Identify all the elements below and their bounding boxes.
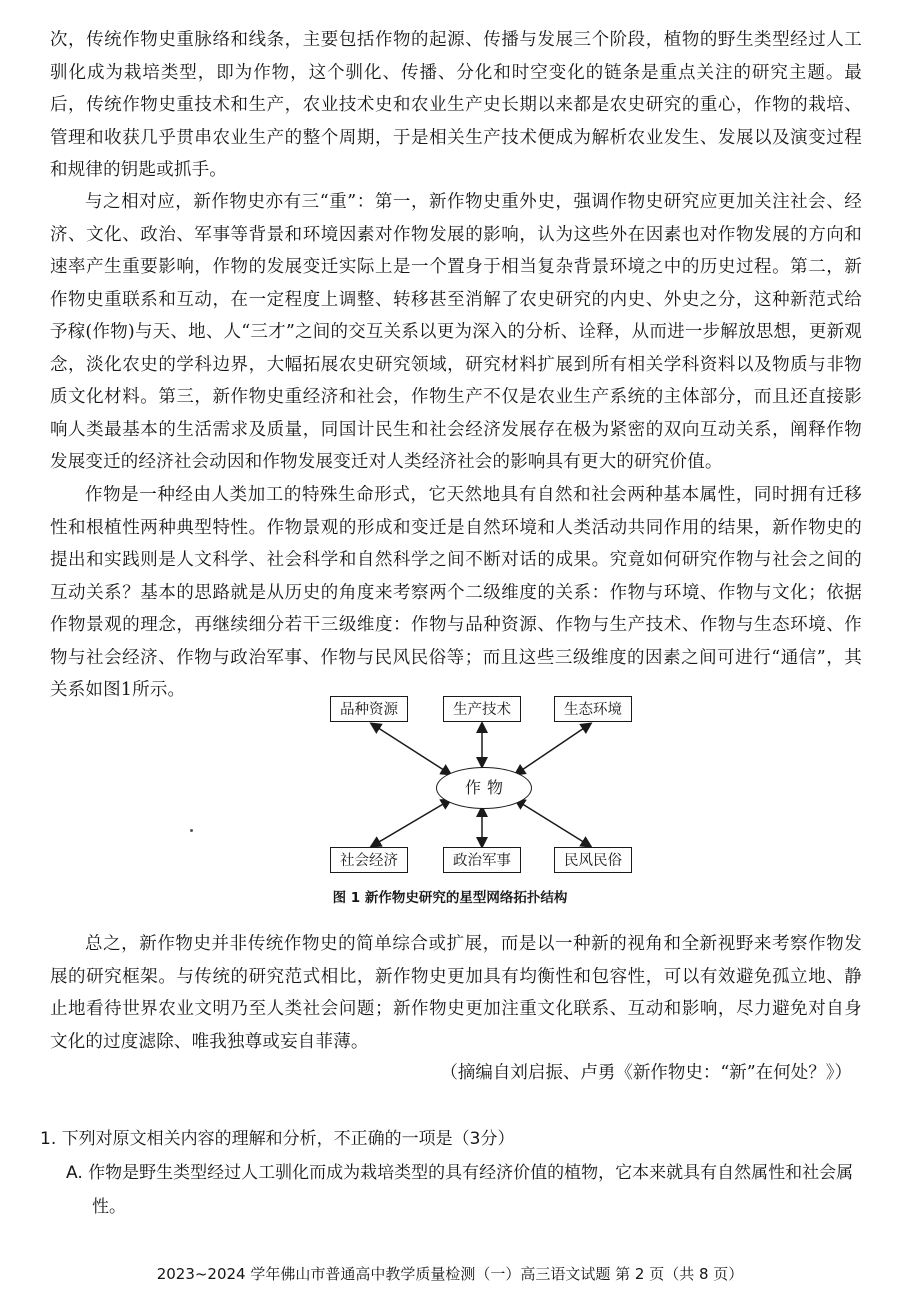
question-1-option-a: A. 作物是野生类型经过人工驯化而成为栽培类型的具有经济价值的植物，它本来就具有自然属性和社会属性。: [66, 1163, 854, 1217]
question-1-stem: 1. 下列对原文相关内容的理解和分析，不正确的一项是（3分）: [40, 1129, 515, 1149]
paragraph-crop-attributes: 作物是一种经由人类加工的特殊生命形式，它天然地具有自然和社会两种基本属性，同时拥有迁移性和根植性两种典型特性。作物景观的形成和变迁是自然环境和人类活动共同作用的结果，新作物史的提出和实践则是人文科学、社会科学和自然科学之间不断对话的成果。究竟如何研究作物与社会之间的互动关系？基本的思路就是从历史的角度来考察两个二级维度的关系：作物与环境、作物与文化；依据作物景观的理念，再继续细分若干三级维度：作物与品种资源、作物与生产技术、作物与生态环境、作物与社会经济、作物与政治军事、作物与民风民俗等；而且这些三级维度的因素之间可进行“通信”，其关系如图1所示。: [50, 485, 862, 700]
node-production-technology: 生产技术: [443, 696, 521, 722]
arrow-top-right: [516, 724, 590, 774]
arrow-bottom-right: [516, 800, 590, 846]
arrow-top-left: [372, 724, 450, 774]
paragraph-new-crop-history-three-focuses: 与之相对应，新作物史亦有三“重”：第一，新作物史重外史，强调作物史研究应更加关注社会、经济、文化、政治、军事等背景和环境因素对作物发展的影响，认为这些外在因素也对作物发展的方向和速率产生重要影响，作物的发展变迁实际上是一个置身于相当复杂背景环境之中的历史过程。第二，新作物史重联系和互动，在一定程度上调整、转移甚至消解了农史研究的内史、外史之分，这种新范式给予稼(作物)与天、地、人“三才”之间的交互关系以更为深入的分析、诠释，从而进一步解放思想，更新观念，淡化农史的学科边界，大幅拓展农史研究领域，研究材料扩展到所有相关学科资料以及物质与非物质文化材料。第三，新作物史重经济和社会，作物生产不仅是农业生产系统的主体部分，而且还直接影响人类最基本的生活需求及质量，同国计民生和社会经济发展存在极为紧密的双向互动关系，阐释作物发展变迁的经济社会动因和作物发展变迁对人类经济社会的影响具有更大的研究价值。: [50, 192, 862, 472]
page-footer: 2023~2024 学年佛山市普通高中教学质量检测（一）高三语文试题 第 2 页（共 8 页）: [156, 1265, 744, 1283]
node-ecological-environment: 生态环境: [554, 696, 632, 722]
figure-caption: 图 1 新作物史研究的星型网络拓扑结构: [332, 890, 568, 906]
node-folk-customs: 民风民俗: [554, 847, 632, 873]
paragraph-conclusion: 总之，新作物史并非传统作物史的简单综合或扩展，而是以一种新的视角和全新视野来考察作物发展的研究框架。与传统的研究范式相比，新作物史更加具有均衡性和包容性，可以有效避免孤立地、静止地看待世界农业文明乃至人类社会问题；新作物史更加注重文化联系、互动和影响，尽力避免对自身文化的过度滤除、唯我独尊或妄自菲薄。: [50, 934, 862, 1052]
arrow-bottom-left: [372, 800, 450, 846]
star-topology-diagram: [300, 690, 640, 880]
node-politics-military: 政治军事: [443, 847, 521, 873]
paragraph-traditional-crop-history: 次，传统作物史重脉络和线条，主要包括作物的起源、传播与发展三个阶段，植物的野生类型经过人工驯化成为栽培类型，即为作物，这个驯化、传播、分化和时空变化的链条是重点关注的研究主题。最后，传统作物史重技术和生产，农业技术史和农业生产史长期以来都是农史研究的重心，作物的栽培、管理和收获几乎贯串农业生产的整个周期，于是相关生产技术便成为解析农业发生、发展以及演变过程和规律的钥匙或抓手。: [50, 30, 862, 180]
source-citation: （摘编自刘启振、卢勇《新作物史：“新”在何处？》）: [440, 1063, 852, 1083]
node-social-economy: 社会经济: [330, 847, 408, 873]
stray-dot: [190, 829, 193, 832]
node-crop-center: 作物: [436, 767, 532, 809]
node-variety-resources: 品种资源: [330, 696, 408, 722]
